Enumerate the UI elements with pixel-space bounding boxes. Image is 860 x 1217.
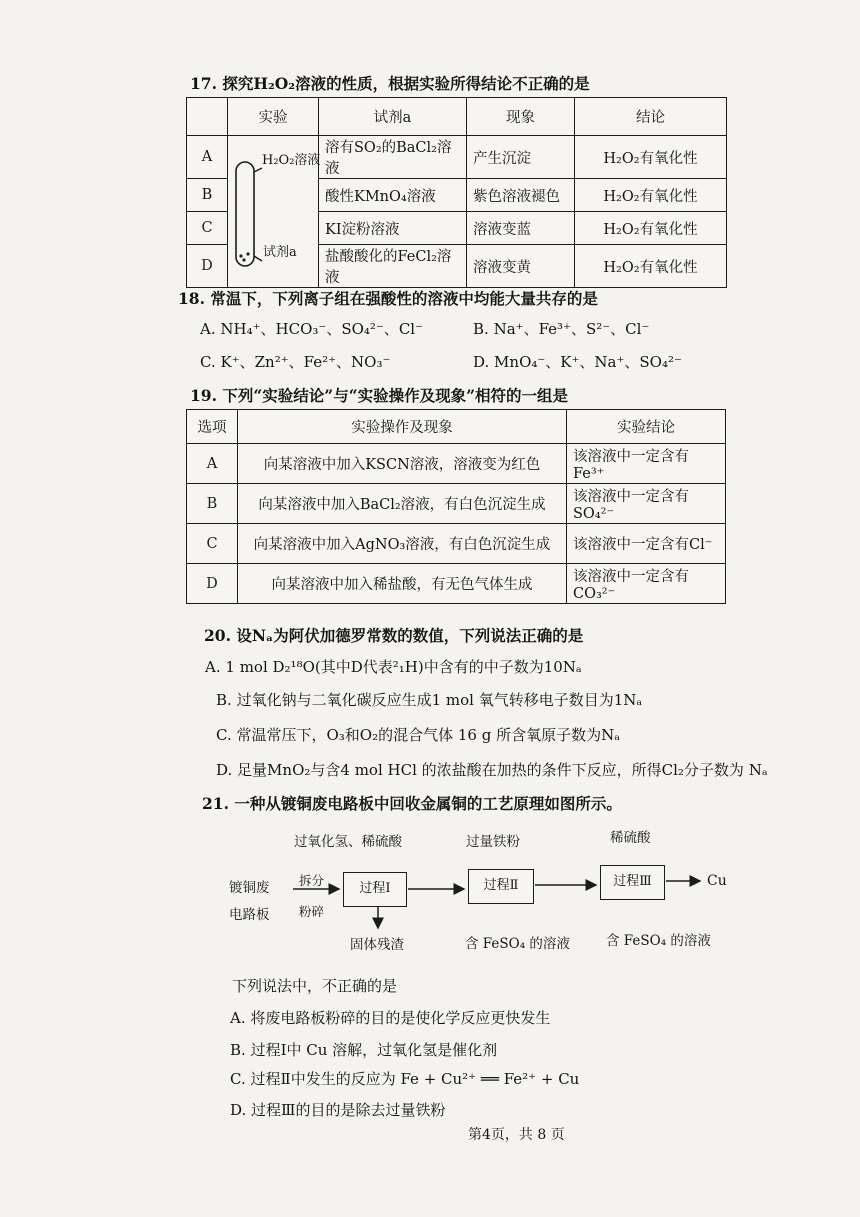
question-21-stem: 21. 一种从镀铜废电路板中回收金属铜的工艺原理如图所示。 (202, 794, 622, 813)
option-label: A. (230, 1009, 246, 1027)
q17-row-d-phenomenon: 溶液变黄 (467, 245, 575, 288)
q17-row-d-conclusion: H₂O₂有氧化性 (575, 245, 727, 288)
q19-row-a-operation: 向某溶液中加入KSCN溶液，溶液变为红色 (238, 444, 567, 484)
option-text: K⁺、Zn²⁺、Fe²⁺、NO₃⁻ (220, 353, 391, 371)
page-footer: 第4页，共 8 页 (468, 1127, 565, 1143)
q17-row-a-conclusion: H₂O₂有氧化性 (575, 136, 727, 179)
option-label: B. (216, 691, 232, 709)
option-label: A. (205, 658, 221, 676)
reagent-2-label: 过量铁粉 (466, 834, 520, 850)
q17-row-c-conclusion: H₂O₂有氧化性 (575, 212, 727, 245)
q21-sub-stem: 下列说法中，不正确的是 (232, 977, 398, 995)
process-step-2: 过程Ⅱ (468, 869, 534, 904)
q17-header-conclusion: 结论 (575, 98, 727, 136)
option-label: C. (200, 353, 216, 371)
question-19-stem: 19. 下列“实验结论”与“实验操作及现象”相符的一组是 (190, 386, 569, 405)
q21-option-b (230, 1039, 497, 1060)
q21-option-a (230, 1007, 550, 1028)
option-text: 过程Ⅱ中发生的反应为 Fe + Cu²⁺ ══ Fe²⁺ + Cu (250, 1070, 580, 1088)
q17-row-c-reagent: KI淀粉溶液 (319, 212, 467, 245)
q21-option-d (230, 1099, 446, 1120)
option-label: D. (230, 1101, 247, 1119)
q17-row-d-option: D (187, 245, 228, 288)
process-step-1: 过程Ⅰ (343, 872, 407, 907)
q17-row-d-reagent: 盐酸酸化的FeCl₂溶液 (319, 245, 467, 288)
option-text: Na⁺、Fe³⁺、S²⁻、Cl⁻ (493, 320, 650, 338)
q17-row-b-option: B (187, 179, 228, 212)
option-label: D. (216, 761, 233, 779)
q17-row-a-reagent: 溶有SO₂的BaCl₂溶液 (319, 136, 467, 179)
option-label: C. (216, 726, 232, 744)
q19-header-operation: 实验操作及现象 (238, 410, 567, 444)
apparatus-top-label: H₂O₂溶液 (262, 153, 321, 168)
q19-row-c-conclusion: 该溶液中一定含有Cl⁻ (567, 524, 726, 564)
option-text: 过程Ⅲ的目的是除去过量铁粉 (251, 1101, 446, 1119)
q19-row-c-option: C (187, 524, 238, 564)
option-label: A. (200, 320, 216, 338)
process-step-3: 过程Ⅲ (600, 865, 665, 900)
q17-header-reagent: 试剂a (319, 98, 467, 136)
option-label: B. (230, 1041, 246, 1059)
prep-top-label: 拆分 (299, 873, 325, 888)
q17-row-a-phenomenon: 产生沉淀 (467, 136, 575, 179)
q19-row-a-option: A (187, 444, 238, 484)
q19-row-b-conclusion: 该溶液中一定含有SO₄²⁻ (567, 484, 726, 524)
q17-header-phenomenon: 现象 (467, 98, 575, 136)
option-text: 将废电路板粉碎的目的是使化学反应更快发生 (250, 1009, 551, 1027)
q17-row-a-option: A (187, 136, 228, 179)
q19-row-b-option: B (187, 484, 238, 524)
prep-bottom-label: 粉碎 (299, 904, 325, 919)
q19-row-b-operation: 向某溶液中加入BaCl₂溶液，有白色沉淀生成 (238, 484, 567, 524)
question-17-stem: 17. 探究H₂O₂溶液的性质，根据实验所得结论不正确的是 (190, 74, 590, 93)
q19-row-d-conclusion: 该溶液中一定含有CO₃²⁻ (567, 564, 726, 604)
option-text: 1 mol D₂¹⁸O(其中D代表²₁H)中含有的中子数为10Nₐ (225, 658, 582, 676)
q19-row-d-option: D (187, 564, 238, 604)
question-20-stem: 20. 设Nₐ为阿伏加德罗常数的数值，下列说法正确的是 (204, 626, 584, 645)
q19-header-conclusion: 实验结论 (567, 410, 726, 444)
q17-row-c-phenomenon: 溶液变蓝 (467, 212, 575, 245)
q17-row-b-reagent: 酸性KMnO₄溶液 (319, 179, 467, 212)
option-text: NH₄⁺、HCO₃⁻、SO₄²⁻、Cl⁻ (220, 320, 424, 338)
option-text: 常温常压下，O₃和O₂的混合气体 16 g 所含氧原子数为Nₐ (236, 726, 621, 744)
question-18-stem: 18. 常温下，下列离子组在强酸性的溶液中均能大量共存的是 (178, 289, 598, 308)
q19-header-option: 选项 (187, 410, 238, 444)
q19-row-a-conclusion: 该溶液中一定含有Fe³⁺ (567, 444, 726, 484)
option-label: B. (473, 320, 489, 338)
start-label-line1: 镀铜废 (229, 880, 270, 896)
option-text: 过氧化钠与二氧化碳反应生成1 mol 氧气转移电子数目为1Nₐ (236, 691, 643, 709)
option-label: C. (230, 1070, 246, 1088)
q17-row-b-phenomenon: 紫色溶液褪色 (467, 179, 575, 212)
option-label: D. (473, 353, 490, 371)
q17-row-b-conclusion: H₂O₂有氧化性 (575, 179, 727, 212)
option-text: 足量MnO₂与含4 mol HCl 的浓盐酸在加热的条件下反应，所得Cl₂分子数为 Nₐ (237, 761, 768, 779)
output-3-label: 含 FeSO₄ 的溶液 (606, 933, 711, 949)
option-text: MnO₄⁻、K⁺、Na⁺、SO₄²⁻ (494, 353, 682, 371)
start-label-line2: 电路板 (229, 907, 270, 923)
output-2-label: 含 FeSO₄ 的溶液 (465, 936, 570, 952)
q21-option-c (230, 1068, 579, 1089)
q17-row-c-option: C (187, 212, 228, 245)
reagent-1-label: 过氧化氢、稀硫酸 (294, 834, 402, 850)
q19-row-c-operation: 向某溶液中加入AgNO₃溶液，有白色沉淀生成 (238, 524, 567, 564)
output-1-label: 固体残渣 (350, 937, 404, 953)
product-label: Cu (707, 873, 727, 889)
q17-header-experiment: 实验 (228, 98, 319, 136)
option-text: 过程Ⅰ中 Cu 溶解，过氧化氢是催化剂 (250, 1041, 498, 1059)
reagent-3-label: 稀硫酸 (610, 830, 651, 846)
q19-row-d-operation: 向某溶液中加入稀盐酸，有无色气体生成 (238, 564, 567, 604)
apparatus-bottom-label: 试剂a (263, 245, 297, 260)
